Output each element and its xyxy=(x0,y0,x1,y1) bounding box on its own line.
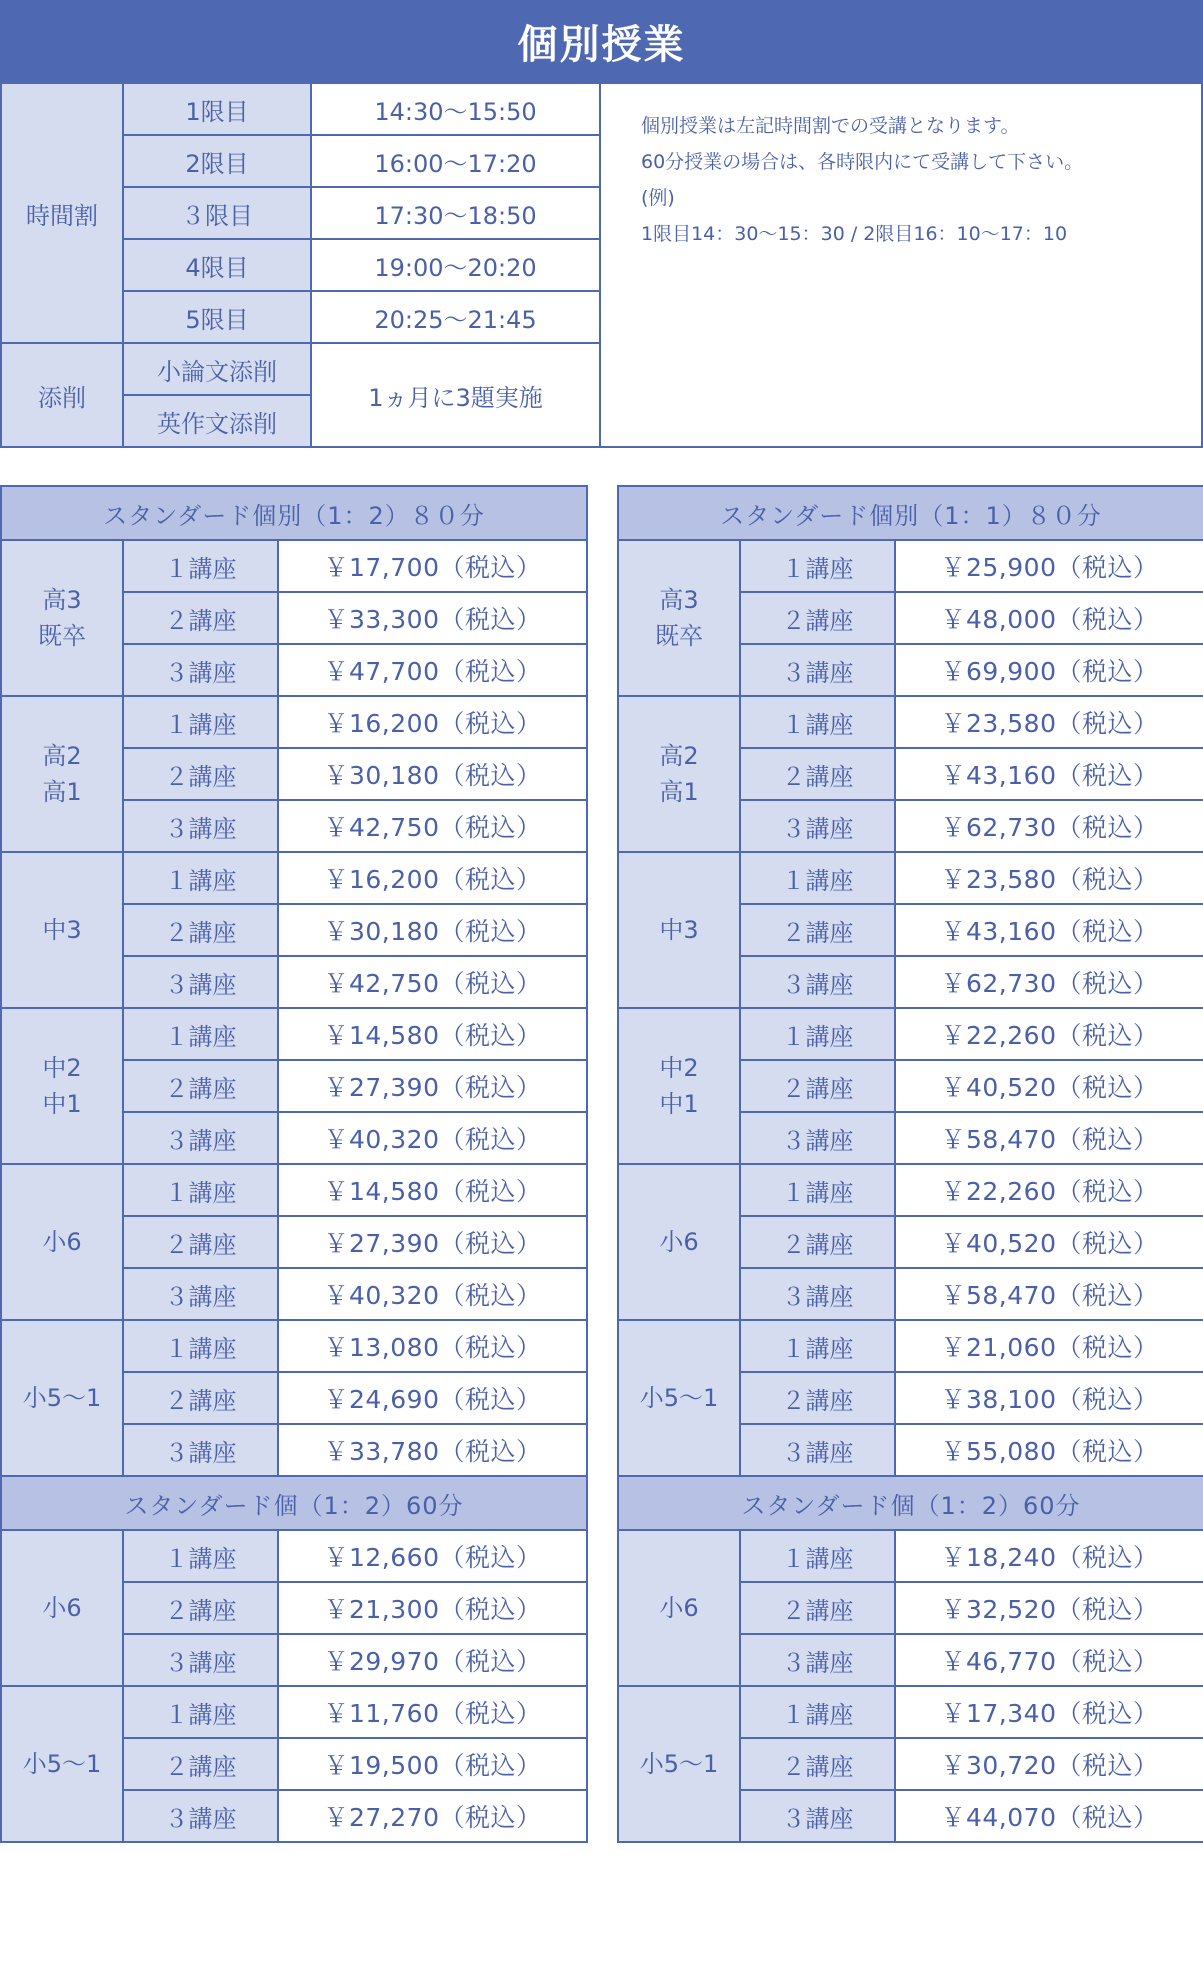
price-row xyxy=(618,1530,1203,1582)
course-count: ２講座 xyxy=(740,1372,895,1424)
correction-type: 英作文添削 xyxy=(123,395,311,447)
correction-label: 添削 xyxy=(1,343,123,447)
price-value: ￥13,080（税込） xyxy=(278,1320,587,1372)
price-value: ￥12,660（税込） xyxy=(278,1530,587,1582)
course-count: ３講座 xyxy=(740,1268,895,1320)
price-value: ￥21,060（税込） xyxy=(895,1320,1203,1372)
grade-label-line: 高2 xyxy=(42,742,82,770)
grade-label xyxy=(1,1320,123,1476)
price-value: ￥33,300（税込） xyxy=(278,592,587,644)
price-value: ￥43,160（税込） xyxy=(895,748,1203,800)
period-time: 19:00～20:20 xyxy=(311,239,600,291)
grade-label xyxy=(618,696,740,852)
note-line: 60分授業の場合は、各時限内にて受講して下さい。 xyxy=(641,151,1084,173)
course-count: ３講座 xyxy=(740,1112,895,1164)
grade-label-line: 既卒 xyxy=(655,622,703,650)
grade-label xyxy=(1,1686,123,1842)
course-count: ３講座 xyxy=(123,800,278,852)
price-row xyxy=(618,540,1203,592)
grade-label-line: 中1 xyxy=(659,1090,699,1118)
course-count: １講座 xyxy=(740,1686,895,1738)
section-title: スタンダード個別（1：1）８０分 xyxy=(618,486,1203,540)
grade-label-line: 中3 xyxy=(659,916,699,944)
price-value: ￥30,720（税込） xyxy=(895,1738,1203,1790)
course-count: ２講座 xyxy=(123,1060,278,1112)
price-value: ￥27,390（税込） xyxy=(278,1060,587,1112)
grade-label-line: 高3 xyxy=(42,586,82,614)
grade-label xyxy=(1,1008,123,1164)
section-title-row xyxy=(1,1476,587,1530)
course-count: ２講座 xyxy=(123,1216,278,1268)
grade-label-line: 小5～1 xyxy=(639,1384,719,1412)
grade-label xyxy=(618,1530,740,1686)
period-time: 17:30～18:50 xyxy=(311,187,600,239)
grade-label xyxy=(1,852,123,1008)
grade-label-line: 既卒 xyxy=(38,622,86,650)
price-row xyxy=(618,1320,1203,1372)
grade-label-line: 小5～1 xyxy=(22,1384,102,1412)
schedule-notes xyxy=(600,83,1202,447)
price-value: ￥11,760（税込） xyxy=(278,1686,587,1738)
course-count: ２講座 xyxy=(740,1582,895,1634)
grade-label-line: 高2 xyxy=(659,742,699,770)
grade-label-line: 小5～1 xyxy=(639,1750,719,1778)
price-value: ￥58,470（税込） xyxy=(895,1112,1203,1164)
price-value: ￥23,580（税込） xyxy=(895,852,1203,904)
course-count: ３講座 xyxy=(740,800,895,852)
period-time: 16:00～17:20 xyxy=(311,135,600,187)
price-value: ￥40,320（税込） xyxy=(278,1112,587,1164)
course-count: １講座 xyxy=(123,1320,278,1372)
price-value: ￥62,730（税込） xyxy=(895,800,1203,852)
page-title: 個別授業 xyxy=(0,0,1203,82)
price-value: ￥27,390（税込） xyxy=(278,1216,587,1268)
price-value: ￥14,580（税込） xyxy=(278,1008,587,1060)
course-count: ２講座 xyxy=(740,904,895,956)
grade-label xyxy=(618,1164,740,1320)
course-count: ２講座 xyxy=(740,1216,895,1268)
course-count: １講座 xyxy=(123,1686,278,1738)
price-value: ￥46,770（税込） xyxy=(895,1634,1203,1686)
price-value: ￥42,750（税込） xyxy=(278,800,587,852)
period-time: 14:30～15:50 xyxy=(311,83,600,135)
section-title: スタンダード個別（1：2）８０分 xyxy=(1,486,587,540)
grade-label xyxy=(618,1686,740,1842)
price-value: ￥38,100（税込） xyxy=(895,1372,1203,1424)
section-title-row xyxy=(1,486,587,540)
grade-label-line: 高1 xyxy=(659,778,699,806)
price-value: ￥40,520（税込） xyxy=(895,1216,1203,1268)
grade-label xyxy=(618,852,740,1008)
price-value: ￥19,500（税込） xyxy=(278,1738,587,1790)
price-value: ￥58,470（税込） xyxy=(895,1268,1203,1320)
grade-label xyxy=(1,1530,123,1686)
price-value: ￥30,180（税込） xyxy=(278,904,587,956)
price-value: ￥24,690（税込） xyxy=(278,1372,587,1424)
price-value: ￥22,260（税込） xyxy=(895,1164,1203,1216)
price-row xyxy=(618,1686,1203,1738)
price-row xyxy=(1,1530,587,1582)
grade-label-line: 小5～1 xyxy=(22,1750,102,1778)
price-value: ￥21,300（税込） xyxy=(278,1582,587,1634)
period-name: 2限目 xyxy=(123,135,311,187)
course-count: ２講座 xyxy=(123,748,278,800)
price-row xyxy=(618,1164,1203,1216)
course-count: ２講座 xyxy=(123,1582,278,1634)
price-value: ￥55,080（税込） xyxy=(895,1424,1203,1476)
price-row xyxy=(1,1686,587,1738)
course-count: ２講座 xyxy=(740,748,895,800)
timetable-label: 時間割 xyxy=(1,83,123,343)
course-count: ３講座 xyxy=(740,1424,895,1476)
schedule-table xyxy=(0,82,1203,448)
grade-label-line: 中1 xyxy=(42,1090,82,1118)
price-value: ￥16,200（税込） xyxy=(278,852,587,904)
price-value: ￥17,340（税込） xyxy=(895,1686,1203,1738)
grade-label xyxy=(618,540,740,696)
price-value: ￥14,580（税込） xyxy=(278,1164,587,1216)
price-row xyxy=(1,852,587,904)
course-count: ３講座 xyxy=(740,644,895,696)
correction-note: 1ヵ月に3題実施 xyxy=(311,343,600,447)
period-name: ３限目 xyxy=(123,187,311,239)
grade-label xyxy=(1,696,123,852)
course-count: １講座 xyxy=(740,1008,895,1060)
section-title-row xyxy=(618,1476,1203,1530)
grade-label xyxy=(1,1164,123,1320)
course-count: ３講座 xyxy=(123,1634,278,1686)
pricing-table-right xyxy=(617,485,1203,1843)
price-value: ￥25,900（税込） xyxy=(895,540,1203,592)
course-count: １講座 xyxy=(740,1320,895,1372)
grade-label-line: 小6 xyxy=(659,1228,699,1256)
price-value: ￥23,580（税込） xyxy=(895,696,1203,748)
price-value: ￥62,730（税込） xyxy=(895,956,1203,1008)
course-count: １講座 xyxy=(123,696,278,748)
price-row xyxy=(1,1008,587,1060)
price-value: ￥40,320（税込） xyxy=(278,1268,587,1320)
period-name: 4限目 xyxy=(123,239,311,291)
course-count: ３講座 xyxy=(740,1634,895,1686)
course-count: １講座 xyxy=(123,540,278,592)
course-count: ２講座 xyxy=(123,904,278,956)
course-count: ３講座 xyxy=(123,1268,278,1320)
price-value: ￥16,200（税込） xyxy=(278,696,587,748)
price-row xyxy=(1,540,587,592)
note-line: 1限目14：30～15：30 / 2限目16：10～17：10 xyxy=(641,223,1068,245)
price-value: ￥43,160（税込） xyxy=(895,904,1203,956)
price-value: ￥18,240（税込） xyxy=(895,1530,1203,1582)
grade-label-line: 高3 xyxy=(659,586,699,614)
grade-label-line: 中3 xyxy=(42,916,82,944)
price-value: ￥30,180（税込） xyxy=(278,748,587,800)
grade-label-line: 小6 xyxy=(42,1228,82,1256)
grade-label-line: 小6 xyxy=(659,1594,699,1622)
course-count: １講座 xyxy=(123,852,278,904)
period-name: 5限目 xyxy=(123,291,311,343)
pricing-table-left xyxy=(0,485,588,1843)
price-value: ￥17,700（税込） xyxy=(278,540,587,592)
period-time: 20:25～21:45 xyxy=(311,291,600,343)
grade-label xyxy=(1,540,123,696)
price-row xyxy=(618,696,1203,748)
grade-label xyxy=(618,1320,740,1476)
price-value: ￥33,780（税込） xyxy=(278,1424,587,1476)
course-count: ２講座 xyxy=(123,592,278,644)
course-count: ３講座 xyxy=(123,1112,278,1164)
course-count: １講座 xyxy=(740,1164,895,1216)
course-count: １講座 xyxy=(740,696,895,748)
note-line: (例) xyxy=(641,187,675,209)
price-value: ￥69,900（税込） xyxy=(895,644,1203,696)
course-count: ３講座 xyxy=(740,956,895,1008)
grade-label xyxy=(618,1008,740,1164)
course-count: １講座 xyxy=(740,852,895,904)
course-count: ２講座 xyxy=(740,592,895,644)
course-count: １講座 xyxy=(123,1164,278,1216)
course-count: ２講座 xyxy=(123,1738,278,1790)
price-value: ￥27,270（税込） xyxy=(278,1790,587,1842)
grade-label-line: 高1 xyxy=(42,778,82,806)
course-count: ３講座 xyxy=(123,1790,278,1842)
grade-label-line: 中2 xyxy=(42,1054,82,1082)
schedule-row xyxy=(1,83,1202,135)
price-value: ￥42,750（税込） xyxy=(278,956,587,1008)
price-value: ￥48,000（税込） xyxy=(895,592,1203,644)
price-row xyxy=(618,1008,1203,1060)
course-count: ３講座 xyxy=(123,956,278,1008)
course-count: １講座 xyxy=(123,1530,278,1582)
price-value: ￥29,970（税込） xyxy=(278,1634,587,1686)
grade-label-line: 中2 xyxy=(659,1054,699,1082)
price-row xyxy=(1,1164,587,1216)
section-title-row xyxy=(618,486,1203,540)
price-row xyxy=(1,696,587,748)
period-name: 1限目 xyxy=(123,83,311,135)
price-value: ￥47,700（税込） xyxy=(278,644,587,696)
course-count: １講座 xyxy=(123,1008,278,1060)
course-count: １講座 xyxy=(740,1530,895,1582)
price-row xyxy=(618,852,1203,904)
section-title: スタンダード個（1：2）60分 xyxy=(618,1476,1203,1530)
correction-type: 小論文添削 xyxy=(123,343,311,395)
price-value: ￥40,520（税込） xyxy=(895,1060,1203,1112)
price-value: ￥32,520（税込） xyxy=(895,1582,1203,1634)
course-count: ３講座 xyxy=(123,644,278,696)
course-count: ３講座 xyxy=(740,1790,895,1842)
grade-label-line: 小6 xyxy=(42,1594,82,1622)
price-value: ￥22,260（税込） xyxy=(895,1008,1203,1060)
course-count: １講座 xyxy=(740,540,895,592)
course-count: ３講座 xyxy=(123,1424,278,1476)
course-count: ２講座 xyxy=(123,1372,278,1424)
price-row xyxy=(1,1320,587,1372)
price-value: ￥44,070（税込） xyxy=(895,1790,1203,1842)
course-count: ２講座 xyxy=(740,1060,895,1112)
section-title: スタンダード個（1：2）60分 xyxy=(1,1476,587,1530)
course-count: ２講座 xyxy=(740,1738,895,1790)
note-line: 個別授業は左記時間割での受講となります。 xyxy=(641,115,1020,137)
